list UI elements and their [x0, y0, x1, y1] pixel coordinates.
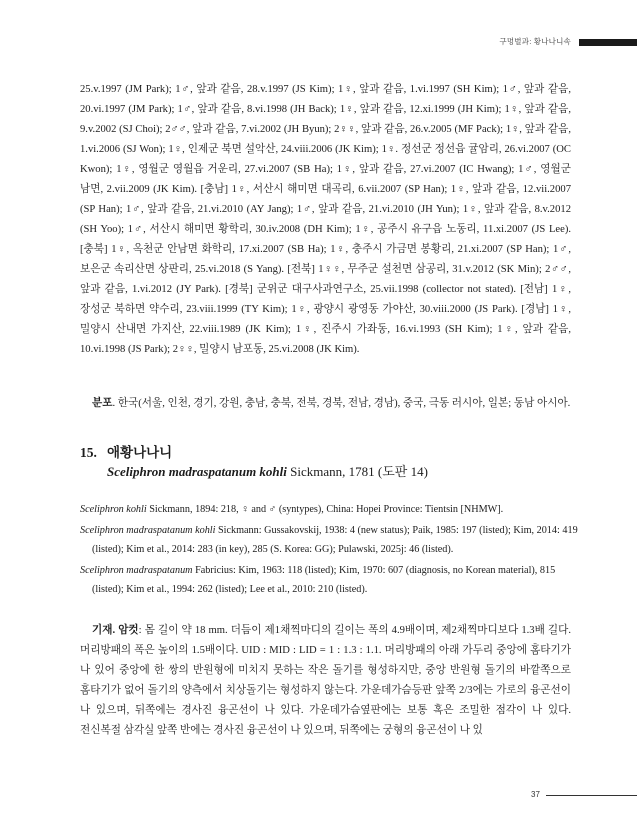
species-scientific-name: Sceliphron madraspatanum kohli — [107, 464, 287, 479]
synonymy-entry — [80, 521, 583, 559]
description-label: 기재. 암컷 — [92, 625, 139, 636]
distribution-paragraph — [80, 394, 571, 414]
page-footer-rule — [546, 795, 637, 796]
synonym-name: Sceliphron madraspatanum kohli — [80, 525, 216, 536]
running-header-label: 구멍벌과: 황나나니속 — [499, 37, 571, 46]
description-paragraph — [80, 621, 571, 741]
synonym-text: Sickmann: Gussakovskij, 1938: 4 (new status); Paik, 1985: 197 (listed); Kim, 2014: 419 (listed); Kim et al., 2014: 283 (in key), 285 (S. Korea: GG); Pulawski, 2025j: 46 (listed). — [92, 525, 578, 555]
synonymy-entry — [80, 500, 583, 519]
synonym-text: Fabricius: Kim, 1963: 118 (listed); Kim, 1970: 607 (diagnosis, no Korean material), 815 (listed); Kim et al., 1994: 262 (listed); Lee et al., 2010: 210 (listed). — [92, 565, 556, 595]
running-header-bar — [579, 39, 637, 46]
species-scientific-heading — [107, 463, 428, 481]
species-author: Sickmann, 1781 (도판 14) — [286, 464, 428, 479]
specimen-records — [80, 80, 571, 360]
page-number: 37 — [531, 790, 540, 799]
synonym-name: Sceliphron kohli — [80, 504, 147, 515]
synonym-text: Sickmann, 1894: 218, ♀ and ♂ (syntypes), China: Hopei Province: Tientsin [NHMW]. — [146, 504, 504, 515]
synonym-name: Sceliphron madraspatanum — [80, 565, 193, 576]
species-heading — [80, 444, 172, 462]
species-korean-name: 애황나나니 — [107, 445, 173, 460]
species-number: 15. — [80, 445, 97, 460]
synonymy-entry — [80, 561, 583, 599]
description-text: : 몸 길이 약 18 mm. 더듬이 제1채찍마디의 길이는 폭의 4.9배이며, 제2채찍마디보다 1.3배 길다. 머리방패의 폭은 높이의 1.5배이다. UID : MID : LID = 1 : 1.3 : 1.1. 머리방패의 아래 가두리 중앙에 홈타기가 나 있어 중앙에 한 쌍의 반원형에 미치지 못하는 작은 돌기를 형성하지만, 중앙 반원형 돌기의 바깥쪽으로 홈타기가 없어 돌기의 양측에서 치상돌기는 형성하지 않는다. 가운데가슴등판 앞쪽 2/3에는 가로의 융곤선이 나 있으며, 뒤쪽에는 경사진 융곤선이 나 있다. 가운데가슴옆판에는 보통 혹은 조밀한 점각이 나 있다. 전신복절 삼각실 앞쪽 반에는 경사진 융곤선이 나 있으며, 뒤쪽에는 궁형의 융곤선이 나 있 — [80, 625, 571, 736]
specimen-records-text: 25.v.1997 (JM Park); 1♂, 앞과 같음, 28.v.1997 (JS Kim); 1♀, 앞과 같음, 1.vi.1997 (SH Kim); 1♂, 앞과 같음, 20.vi.1997 (JM Park); 1♂, 앞과 같음, 8.vi.1998 (JH Back); 1♀, 앞과 같음, 12.xi.1999 (JH Kim); 1♀, 앞과 같음, 9.v.2002 (SJ Choi); 2♂♂, 앞과 같음, 7.vi.2002 (JH Byun); 2♀♀, 앞과 같음, 26.v.2005 (MF Pack); 1♀, 앞과 같음, 1.vi.2006 (SJ Won); 1♀, 인제군 북면 설악산, 24.viii.2006 (JK Kim); 1♀. 정선군 정선읍 귤암리, 26.vi.2007 (OC Kwon); 1♀, 영월군 영월읍 거운리, 27.vi.2007 (SB Ha); 1♀, 앞과 같음, 27.vi.2007 (IC Hwang); 1♂, 영월군 남면, 2.vii.2009 (JK Kim). [충남] 1♀, 서산시 해미면 대곡리, 6.vii.2007 (SP Han); 1♀, 앞과 같음, 12.vii.2007 (SP Han); 1♂, 앞과 같음, 21.vi.2010 (AY Jang); 1♂, 앞과 같음, 21.vi.2010 (JH Yun); 1♀, 앞과 같음, 8.v.2012 (SH Yoo); 1♂, 서산시 해미면 황학리, 30.iv.2008 (DH Kim); 1♀, 공주시 유구읍 노동리, 11.xi.2007 (JS Lee). [충북] 1♀, 옥천군 안남면 화학리, 17.xi.2007 (SB Ha); 1♀, 충주시 가금면 봉황리, 21.xi.2007 (SP Han); 1♂, 보은군 속리산면 상판리, 25.vi.2018 (S Yang). [전북] 1♀♀, 무주군 설천면 삼공리, 31.v.2012 (SK Min); 2♂♂, 앞과 같음, 1.vi.2012 (JY Park). [경북] 군위군 대구사과연구소, 25.vii.1998 (collector not stated). [전남] 1♀, 장성군 북하면 약수리, 23.viii.1999 (TY Kim); 1♀, 광양시 광영동 가야산, 30.viii.2000 (JS Park). [경남] 1♀, 밀양시 산내면 가지산, 22.viii.1989 (JK Kim); 1♀, 진주시 가좌동, 16.vi.1993 (SH Kim); 1♀, 앞과 같음, 10.vi.1998 (JS Park); 2♀♀, 밀양시 남포동, 25.vi.2008 (JK Kim). — [80, 84, 571, 355]
distribution-text: . 한국(서울, 인천, 경기, 강원, 충남, 충북, 전북, 경북, 전남, 경남), 중국, 극동 러시아, 일본; 동남 아시아. — [112, 398, 571, 409]
distribution-label: 분포 — [92, 398, 113, 409]
